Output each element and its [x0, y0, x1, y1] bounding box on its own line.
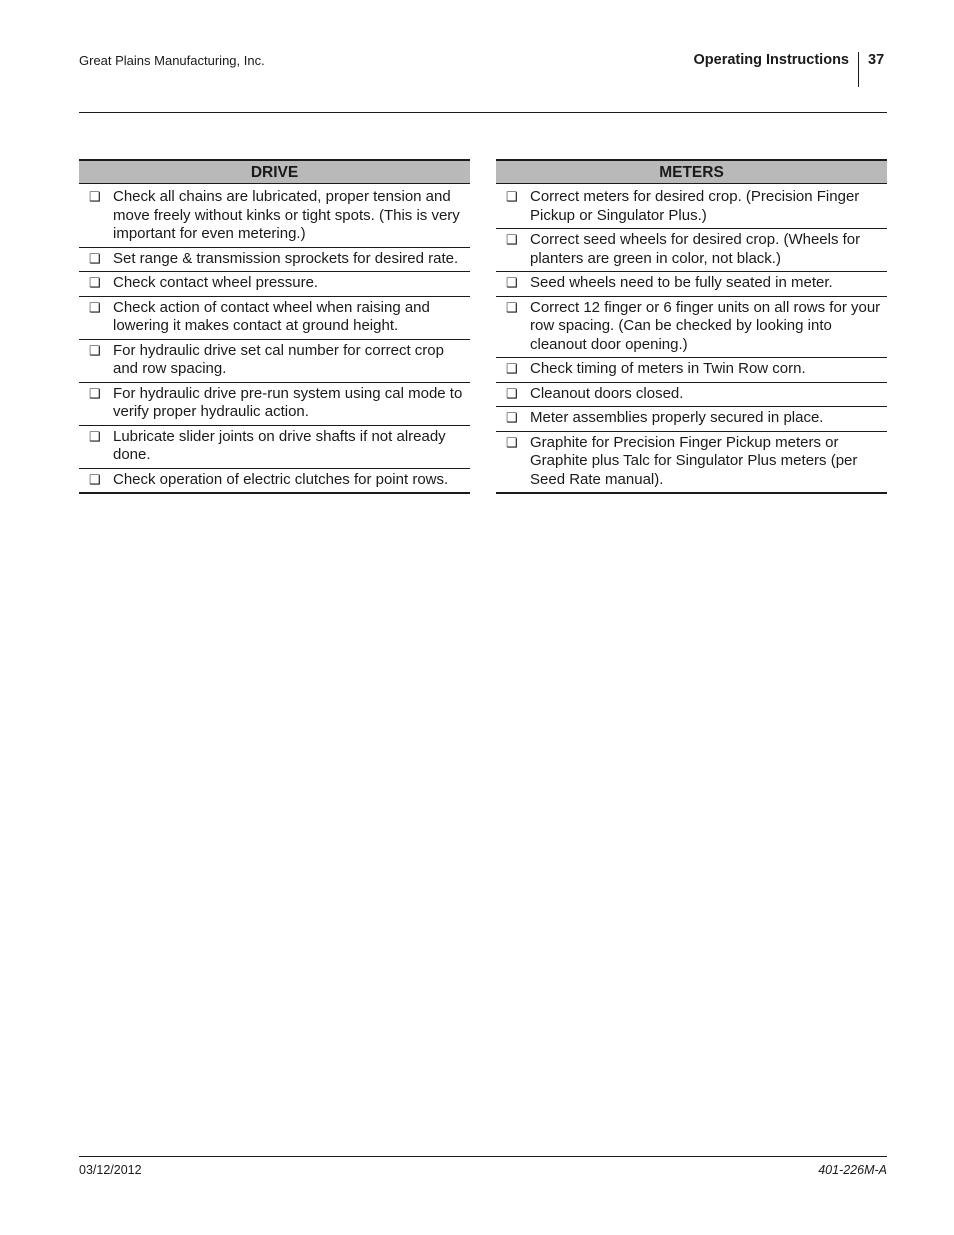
footer-date: 03/12/2012	[79, 1163, 142, 1177]
checkbox-icon[interactable]: ❑	[89, 385, 101, 401]
checklist-item-text: Check action of contact wheel when raising and lowering it makes contact at ground height.	[113, 298, 430, 334]
drive-checklist	[79, 159, 470, 494]
checklist-item-text: Check operation of electric clutches for point rows.	[113, 470, 449, 488]
checkbox-icon[interactable]: ❑	[89, 428, 101, 444]
company-name: Great Plains Manufacturing, Inc.	[79, 53, 265, 68]
checklist-item	[496, 229, 887, 272]
checkbox-icon[interactable]: ❑	[89, 275, 101, 290]
section-title: Operating Instructions	[693, 52, 849, 68]
checkbox-icon[interactable]: ❑	[89, 189, 101, 204]
checklist-item-text: Set range & transmission sprockets for desired rate.	[113, 249, 459, 267]
checklist-item	[79, 426, 470, 469]
checklist-item	[496, 358, 887, 383]
checklist-item	[496, 383, 887, 408]
footer-rule	[79, 1156, 887, 1157]
checklist-item	[79, 248, 470, 273]
checklist-item-text: Lubricate slider joints on drive shafts if not already done.	[113, 427, 446, 463]
checklist-item	[79, 340, 470, 383]
checklist-item-text: Check timing of meters in Twin Row corn.	[530, 360, 806, 377]
checklist-item-text: Check contact wheel pressure.	[113, 274, 319, 291]
checkbox-icon[interactable]: ❑	[89, 299, 101, 315]
checklist-item	[79, 469, 470, 493]
checkbox-icon[interactable]: ❑	[89, 250, 101, 266]
checkbox-icon[interactable]: ❑	[506, 232, 518, 247]
meters-checklist-title: METERS	[496, 159, 887, 184]
checklist-item-text: Meter assemblies properly secured in place.	[530, 409, 824, 426]
checklist-item	[496, 272, 887, 297]
checkbox-icon[interactable]: ❑	[506, 385, 518, 401]
checklist-item-text: Graphite for Precision Finger Pickup meters or Graphite plus Talc for Singulator Plus meters (per Seed Rate manual).	[530, 433, 858, 488]
checkbox-icon[interactable]: ❑	[506, 434, 518, 450]
checklist-item	[79, 297, 470, 340]
meters-checklist-rows	[496, 186, 887, 492]
drive-checklist-rows	[79, 186, 470, 492]
checkbox-icon[interactable]: ❑	[506, 189, 518, 204]
checklist-item	[496, 432, 887, 493]
checklist-item	[496, 407, 887, 432]
checklist-item-text: Correct meters for desired crop. (Precision Finger Pickup or Singulator Plus.)	[530, 188, 860, 224]
checklist-item	[496, 186, 887, 229]
header-rule	[79, 112, 887, 113]
checklist-item-text: For hydraulic drive set cal number for correct crop and row spacing.	[113, 341, 444, 377]
footer-doc-number: 401-226M-A	[818, 1163, 887, 1177]
checklist-item-text: Correct 12 finger or 6 finger units on all rows for your row spacing. (Can be checked by looking into cleanout door opening.)	[530, 298, 881, 353]
checklist-item-text: Check all chains are lubricated, proper tension and move freely without kinks or tight spots. (This is very important for even metering.)	[113, 188, 460, 242]
page-number: 37	[868, 52, 885, 68]
checkbox-icon[interactable]: ❑	[89, 342, 101, 358]
checkbox-icon[interactable]: ❑	[506, 410, 518, 425]
drive-checklist-title: DRIVE	[79, 159, 470, 184]
checklist-item-text: Correct seed wheels for desired crop. (Wheels for planters are green in color, not black.)	[530, 231, 861, 267]
checkbox-icon[interactable]: ❑	[506, 361, 518, 376]
checklist-item	[496, 297, 887, 359]
checklist-item-text: Cleanout doors closed.	[530, 384, 684, 402]
checkbox-icon[interactable]: ❑	[89, 471, 101, 487]
checklist-item	[79, 383, 470, 426]
checkbox-icon[interactable]: ❑	[506, 299, 518, 315]
meters-checklist	[496, 159, 887, 494]
checkbox-icon[interactable]: ❑	[506, 275, 518, 290]
header-divider-vertical	[858, 52, 859, 87]
checklist-item-text: For hydraulic drive pre-run system using cal mode to verify proper hydraulic action.	[113, 384, 463, 420]
checklist-item	[79, 272, 470, 297]
checklist-item-text: Seed wheels need to be fully seated in meter.	[530, 274, 833, 291]
checklist-item	[79, 186, 470, 248]
